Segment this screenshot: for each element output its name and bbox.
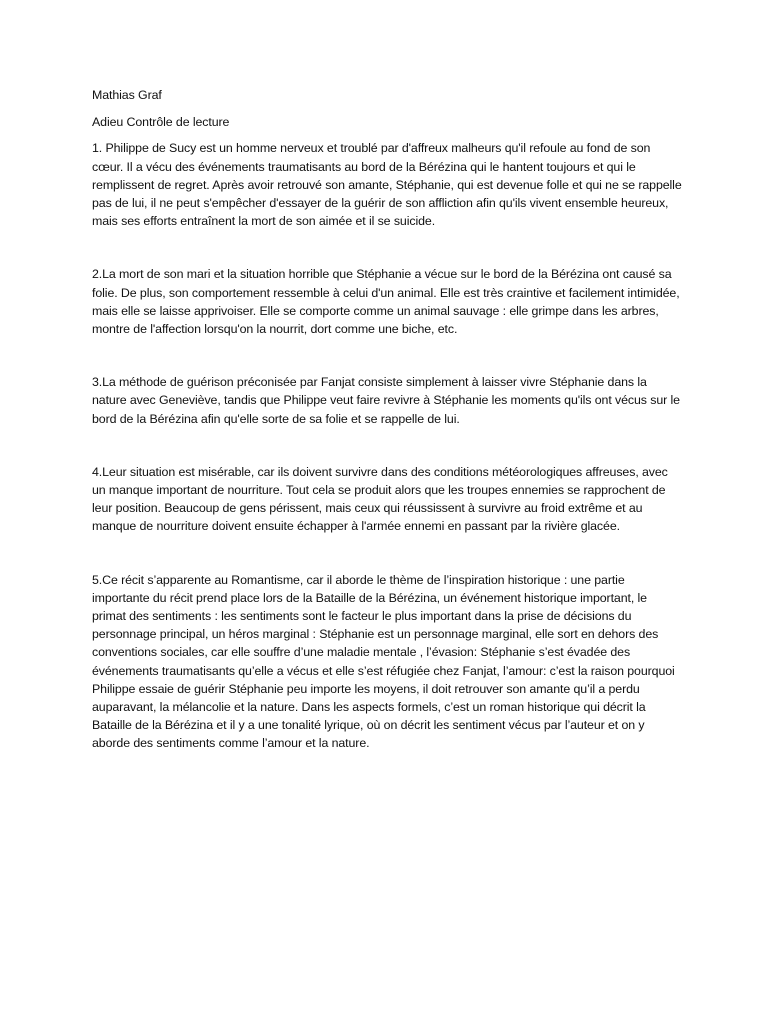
paragraph-3: 3.La méthode de guérison préconisée par Fanjat consiste simplement à laisser vivre Stéphanie dans la nature avec Geneviève, tandis que Philippe veut faire revivre à Stéphanie les moments qu'ils ont vécus sur le bord de la Bérézina afin qu'elle sorte de sa folie et se rappelle de lui. bbox=[92, 375, 680, 426]
document-title: Adieu Contrôle de lecture bbox=[92, 115, 230, 130]
paragraph-2: 2.La mort de son mari et la situation horrible que Stéphanie a vécue sur le bord de la Bérézina ont causé sa folie. De plus, son comportement ressemble à celui d'un animal. Elle est très craintive et facilement intimidée, mais elle se laisse apprivoiser. Elle se comporte comme un animal sauvage : elle grimpe dans les arbres, montre de l'affection lorsqu'on la nourrit, dort comme une biche, etc. bbox=[92, 267, 680, 337]
document-content bbox=[92, 86, 682, 753]
author-name: Mathias Graf bbox=[92, 88, 162, 102]
paragraph-5: 5.Ce récit s’apparente au Romantisme, car il aborde le thème de l’inspiration historique : une partie importante du récit prend place lors de la Bataille de la Bérézina, un événement historique important, le primat des sentiments : les sentiments sont le facteur le plus important dans la prise de décisions du personnage principal, un héros marginal : Stéphanie est un personnage marginal, elle sort en dehors des conventions sociales, car elle souffre d’une maladie mentale , l’évasion: Stéphanie s’est évadée des événements traumatisants qu’elle a vécus et elle s’est réfugiée chez Fanjat, l’amour: c’est la raison pourquoi Philippe essaie de guérir Stéphanie peu importe les moyens, il doit retrouver son amante qu’il a perdu auparavant, la mélancolie et la nature. Dans les aspects formels, c’est un roman historique qui décrit la Bataille de la Bérézina et il y a une tonalité lyrique, où on décrit les sentiment vécus par l’auteur et on y aborde des sentiments comme l’amour et la nature. bbox=[92, 572, 675, 751]
paragraph-4: 4.Leur situation est misérable, car ils doivent survivre dans des conditions météorologiques affreuses, avec un manque important de nourriture. Tout cela se produit alors que les troupes ennemies se rapprochent de leur position. Beaucoup de gens périssent, mais ceux qui réussissent à survivre au froid extrême et au manque de nourriture doivent ensuite échapper à l'armée ennemi en passant par la rivière glacée. bbox=[92, 464, 668, 534]
paragraph-1: 1. Philippe de Sucy est un homme nerveux et troublé par d'affreux malheurs qu'il refoule au fond de son cœur. Il a vécu des événements traumatisants au bord de la Bérézina qui le hantent toujours et qui le remplissent de regret. Après avoir retrouvé son amante, Stéphanie, qui est devenue folle et qui ne se rappelle pas de lui, il ne peut s'empêcher d'essayer de la guérir de son affliction afin qu'ils vivent ensemble heureux, mais ses efforts entraînent la mort de son aimée et il se suicide. bbox=[92, 141, 682, 229]
